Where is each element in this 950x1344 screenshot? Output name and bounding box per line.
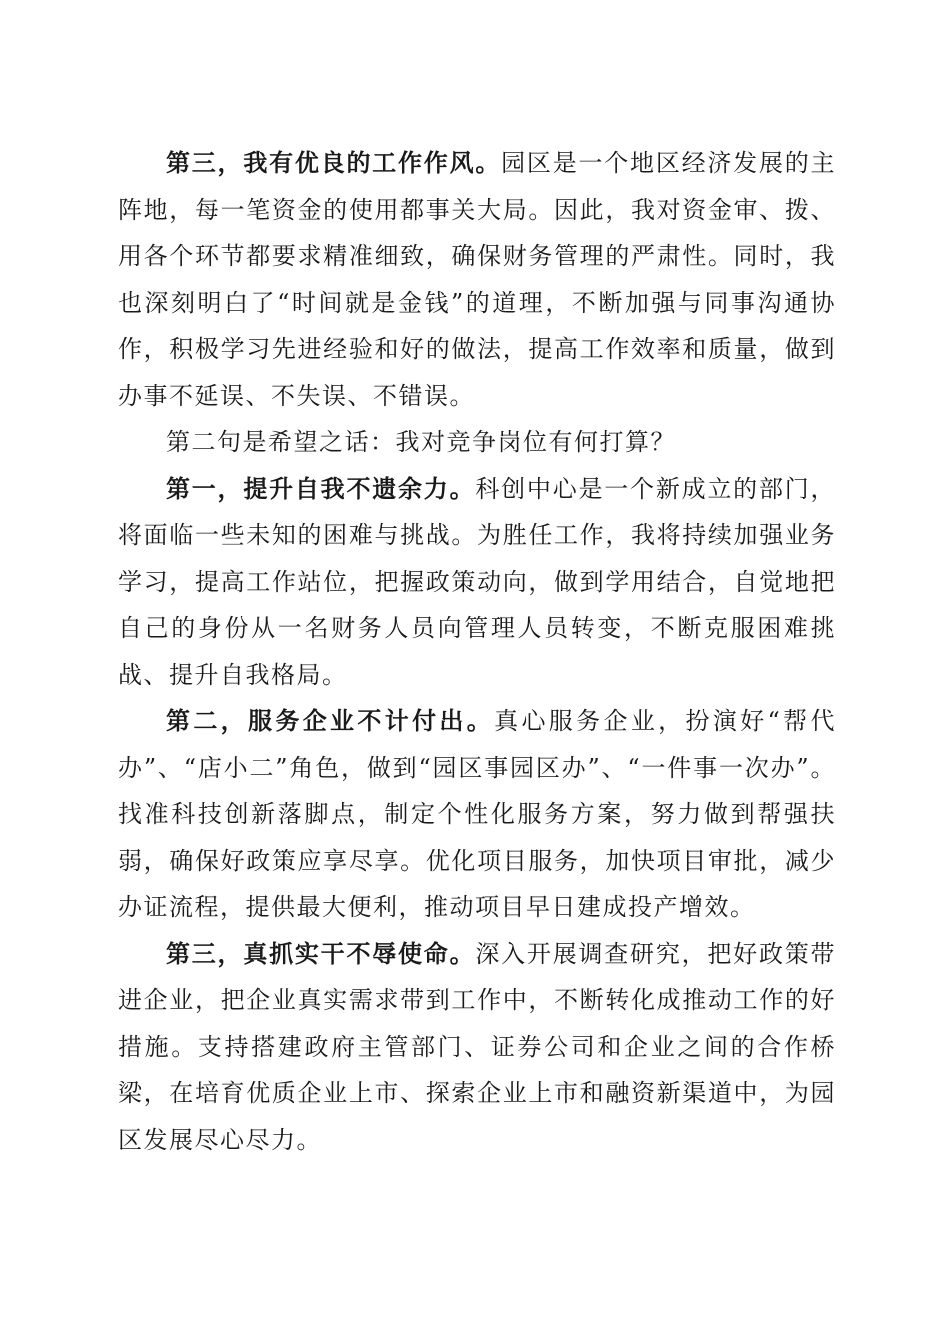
paragraph-text: 第二句是希望之话：我对竞争岗位有何打算？ (166, 428, 676, 456)
paragraph-text: 园区是一个地区经济发展的主阵地，每一笔资金的使用都事关大局。因此，我对资金审、拨、用各个环节都要求精准细致，确保财务管理的严肃性。同时，我也深刻明白了“时间就是金钱”的道理，不断加强与同事沟通协作，积极学习先进经验和好的做法，提高工作效率和质量，做到办事不延误、不失误、不错误。 (118, 149, 836, 410)
paragraph-self-improvement (118, 466, 836, 699)
document-body (118, 140, 836, 1163)
paragraph-lead: 第三，真抓实干不辱使命。 (166, 938, 476, 968)
paragraph-pragmatic-work (118, 931, 836, 1164)
paragraph-section-heading (118, 419, 836, 466)
paragraph-lead: 第二，服务企业不计付出。 (166, 706, 495, 735)
paragraph-text: 深入开展调查研究，把好政策带进企业，把企业真实需求带到工作中，不断转化成推动工作的好措施。支持搭建政府主管部门、证券公司和企业之间的合作桥梁，在培育优质企业上市、探索企业上市和融资新渠道中，为园区发展尽心尽力。 (118, 939, 836, 1154)
paragraph-work-style (118, 140, 836, 419)
paragraph-text: 真心服务企业，扮演好“帮代办”、“店小二”角色，做到“园区事园区办”、“一件事一次办”。找准科技创新落脚点，制定个性化服务方案，努力做到帮强扶弱，确保好政策应享尽享。优化项目服务，加快项目审批，减少办证流程，提供最大便利，推动项目早日建成投产增效。 (118, 707, 836, 921)
paragraph-text: 科创中心是一个新成立的部门，将面临一些未知的困难与挑战。为胜任工作，我将持续加强业务学习，提高工作站位，把握政策动向，做到学用结合，自觉地把自己的身份从一名财务人员向管理人员转变，不断克服困难挑战、提升自我格局。 (118, 474, 836, 689)
paragraph-lead: 第一，提升自我不遗余力。 (166, 473, 476, 503)
paragraph-serve-enterprises (118, 698, 836, 931)
paragraph-lead: 第三，我有优良的工作作风。 (166, 148, 502, 177)
